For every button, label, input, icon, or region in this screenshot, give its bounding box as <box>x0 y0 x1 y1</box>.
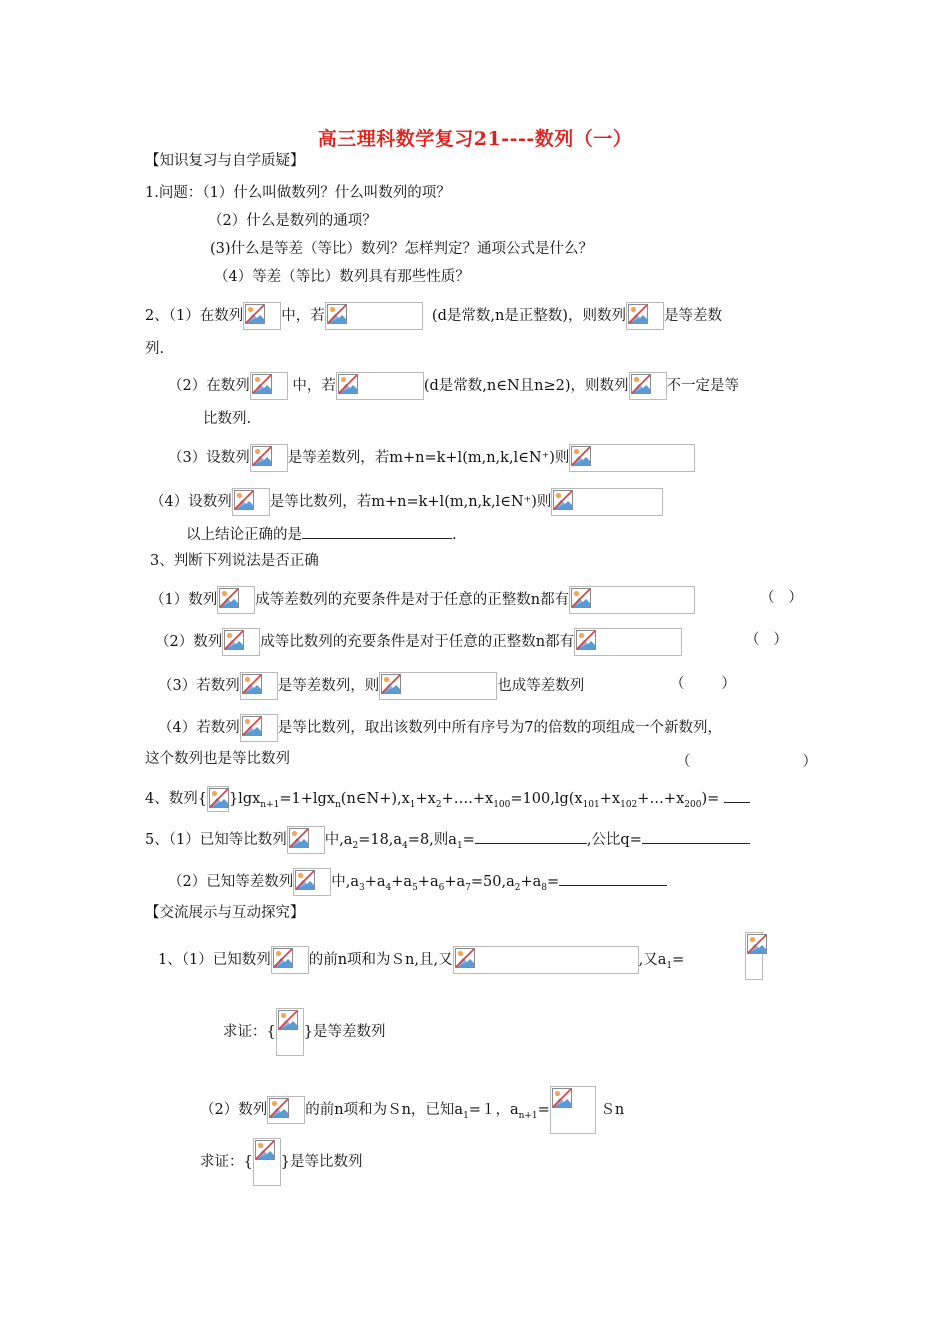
question-3-statement-1: （1）数列 成等差数列的充要条件是对于任意的正整数n都有 <box>150 586 695 614</box>
question-3-statement-3: （3）若数列 是等差数列，则 也成等差数列 <box>158 672 584 700</box>
question-2-answer-line: 以上结论正确的是 . <box>186 524 457 544</box>
formula-image <box>336 372 424 400</box>
formula-image <box>253 1138 281 1186</box>
answer-paren[interactable]: （ ） <box>745 632 788 648</box>
question-1-line-1: 1.问题：（1）什么叫做数列？什么叫数列的项？ <box>145 185 451 201</box>
formula-image <box>250 444 288 472</box>
question-5-part-2: （2）已知等差数列 中$,a_3+a_4+a_5+a_6+a_7=50,a_2+a_8=$ <box>168 868 667 897</box>
question-2-part-3: （3）设数列 是等差数列，若m+n=k+l(m,n,k,l∈N⁺)则 <box>168 444 695 472</box>
answer-blank[interactable] <box>642 829 750 844</box>
exploration-1-part-2-proof: 求证：{ }是等比数列 <box>200 1138 362 1186</box>
formula-image <box>325 302 423 330</box>
formula-image <box>240 714 278 742</box>
question-4: 4、数列{ }$\lg x_{n+1}=1+\lg x_n(n\in N+),x_1+x_2+\dots.+x_{100}=100,\lg(x_{101}+x_{102}+\dots+x_{200})=$ <box>145 786 750 814</box>
exploration-1-part-1-proof: 求证：{ }是等差数列 <box>223 1008 385 1056</box>
section-heading-review: 【知识复习与自学质疑】 <box>145 153 305 169</box>
exploration-1-part-2: （2）数列 的前n项和为Ｓn，已知$a_1=1$，$a_{n+1}=$ Ｓn <box>200 1086 624 1134</box>
formula-image <box>569 586 695 614</box>
formula-image <box>293 868 331 896</box>
question-3-heading: 3、判断下列说法是否正确 <box>150 553 319 569</box>
formula-image <box>629 372 667 400</box>
question-3-statement-2: （2）数列 成等比数列的充要条件是对于任意的正整数n都有 <box>155 628 682 656</box>
question-2-part-1: 2、（1）在数列 中，若 (d是常数,n是正整数)，则数列 是等差数 <box>145 302 722 330</box>
formula-image <box>745 932 763 980</box>
formula-image <box>379 672 497 700</box>
formula-image <box>626 302 664 330</box>
formula-image <box>207 786 229 812</box>
page-title: 高三理科数学复习21----数列（一） <box>317 128 633 150</box>
answer-blank[interactable] <box>302 524 452 539</box>
question-2-part-2: （2）在数列 中，若 (d是常数,n∈N且n≥2)，则数列 不一定是等 <box>168 372 739 400</box>
answer-blank[interactable] <box>724 788 750 803</box>
exploration-1-part-1: 1、（1）已知数列 的前n项和为Ｓn,且,又 ,又$a_1=$ <box>158 946 684 975</box>
answer-blank[interactable] <box>475 829 587 844</box>
question-2-part-4: （4）设数列 是等比数列，若m+n=k+l(m,n,k,l∈N⁺)则 <box>150 488 663 516</box>
formula-image <box>222 628 260 656</box>
question-5-part-1: 5、（1）已知等比数列 中$,a_2=18,a_4=8$,则$a_1=$ ,公比q= <box>145 826 750 855</box>
formula-image <box>240 672 278 700</box>
formula-image <box>287 826 325 854</box>
formula-image <box>453 946 639 974</box>
answer-paren[interactable]: （ ） <box>670 676 736 692</box>
formula-image <box>267 1096 305 1124</box>
question-1-line-3: (3)什么是等差（等比）数列？怎样判定？通项公式是什么？ <box>210 241 594 257</box>
formula-image <box>550 1086 596 1134</box>
question-3-statement-4-cont: 这个数列也是等比数列 <box>145 751 290 767</box>
question-1-line-2: （2）什么是数列的通项？ <box>208 213 377 229</box>
formula-image <box>574 628 682 656</box>
question-1-line-4: （4）等差（等比）数列具有那些性质？ <box>214 269 470 285</box>
formula-image <box>569 444 695 472</box>
question-3-statement-4: （4）若数列 是等比数列，取出该数列中所有序号为7的倍数的项组成一个新数列， <box>158 714 722 742</box>
formula-image <box>551 488 663 516</box>
question-2-part-1-cont: 列. <box>145 341 165 357</box>
formula-image <box>250 372 288 400</box>
answer-blank[interactable] <box>559 871 667 886</box>
formula-image <box>271 946 309 974</box>
formula-image <box>276 1008 304 1056</box>
answer-paren[interactable]: （ ） <box>676 754 817 770</box>
formula-image <box>232 488 270 516</box>
formula-image <box>243 302 281 330</box>
section-heading-exploration: 【交流展示与互动探究】 <box>145 905 305 921</box>
formula-image <box>217 586 255 614</box>
answer-paren[interactable]: （ ） <box>760 590 803 606</box>
question-2-part-2-cont: 比数列. <box>203 411 252 427</box>
